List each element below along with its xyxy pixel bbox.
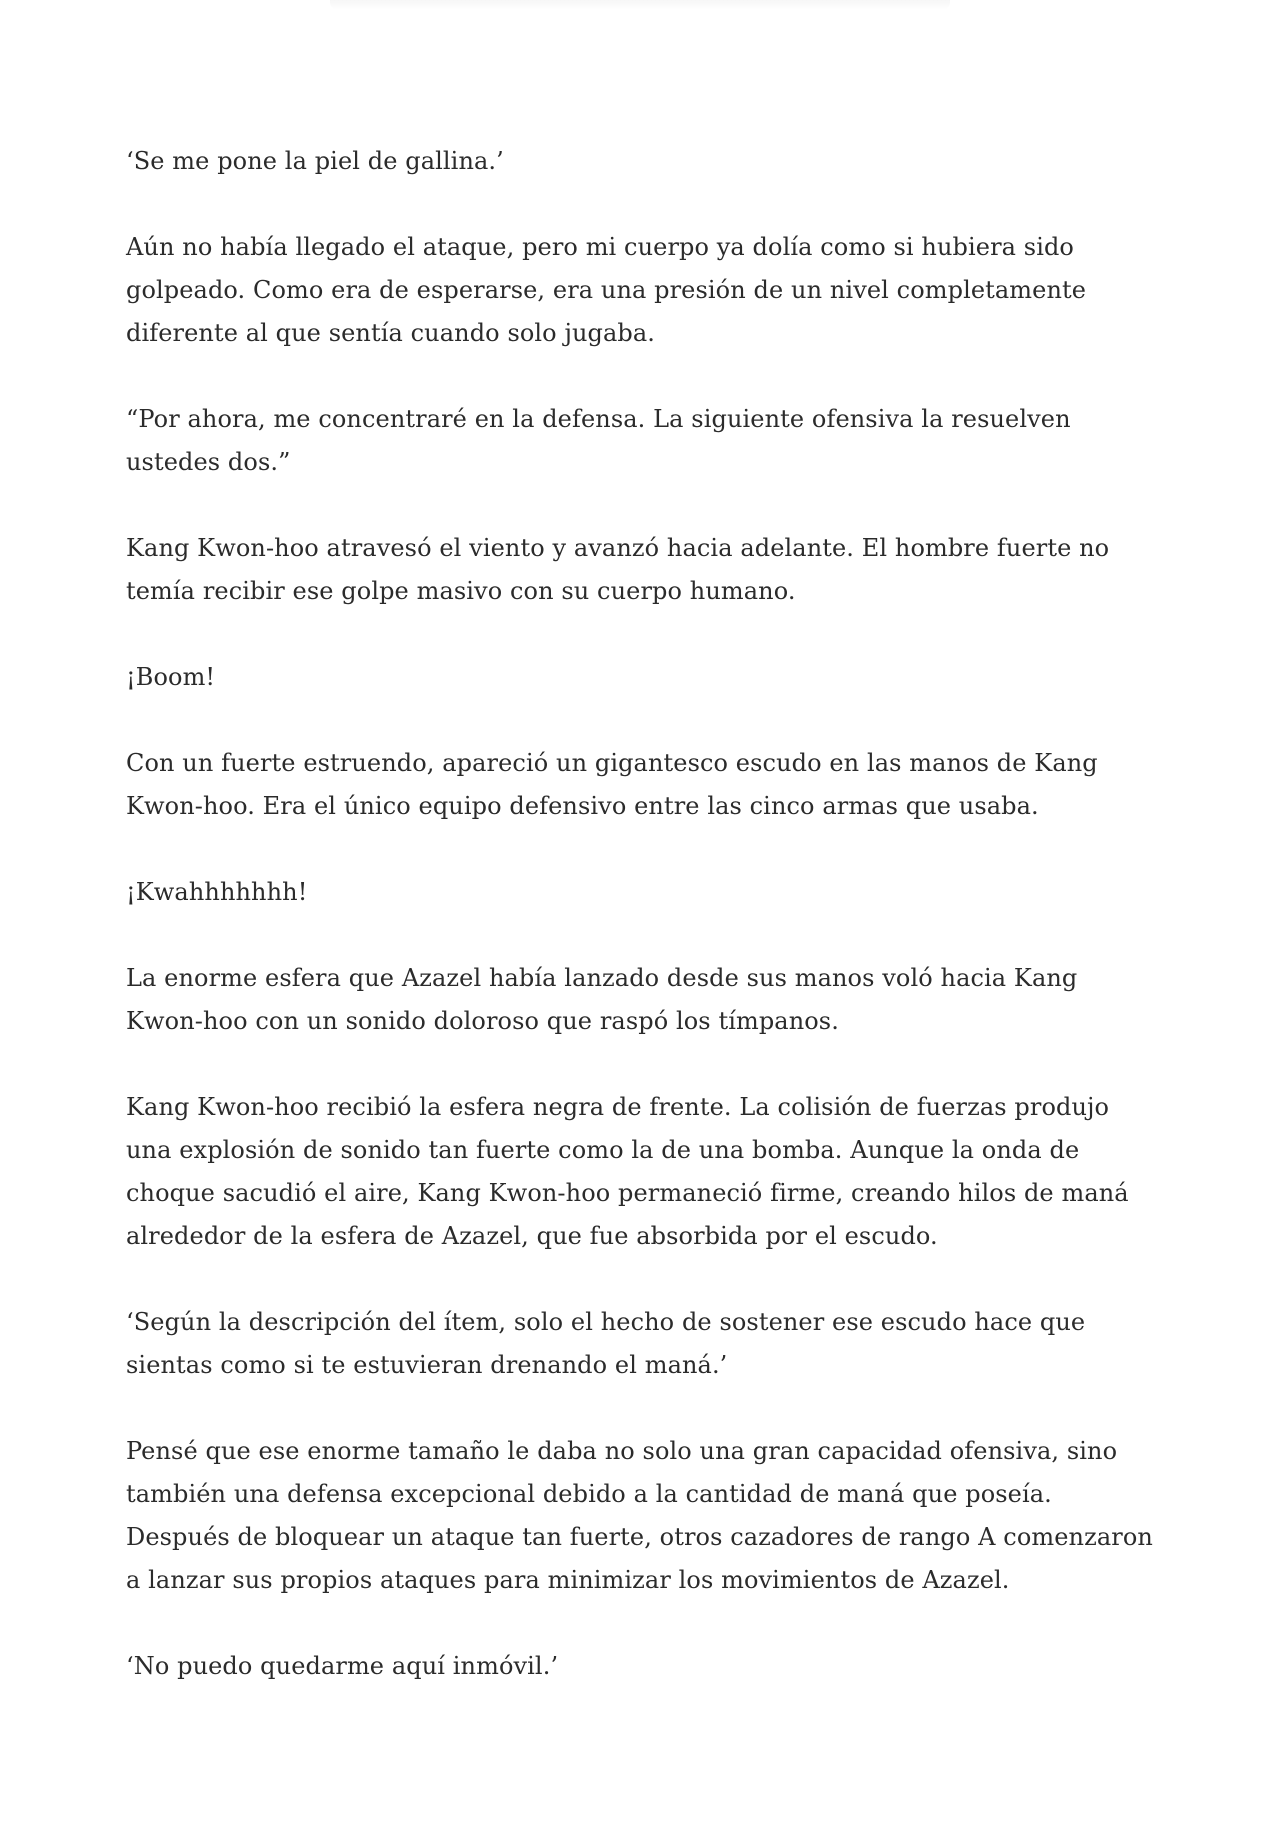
paragraph-3: “Por ahora, me concentraré en la defensa. La siguiente ofensiva la resuelven ustedes dos.” xyxy=(126,405,1071,476)
document-body xyxy=(126,140,1156,1731)
paragraph-4: Kang Kwon-hoo atravesó el viento y avanzó hacia adelante. El hombre fuerte no temía recibir ese golpe masivo con su cuerpo humano. xyxy=(126,534,1110,605)
paragraph-1: ‘Se me pone la piel de gallina.’ xyxy=(126,147,504,175)
paragraph-2: Aún no había llegado el ataque, pero mi cuerpo ya dolía como si hubiera sido golpeado. Como era de esperarse, era una presión de un nivel completamente diferente al que sentía cuando solo jugaba. xyxy=(126,233,1087,347)
paragraph-9: Kang Kwon-hoo recibió la esfera negra de frente. La colisión de fuerzas produjo una explosión de sonido tan fuerte como la de una bomba. Aunque la onda de choque sacudió el aire, Kang Kwon-hoo permaneció firme, creando hilos de maná alrededor de la esfera de Azazel, que fue absorbida por el escudo. xyxy=(126,1093,1129,1250)
paragraph-8: La enorme esfera que Azazel había lanzado desde sus manos voló hacia Kang Kwon-hoo con un sonido doloroso que raspó los tímpanos. xyxy=(126,964,1078,1035)
paragraph-10: ‘Según la descripción del ítem, solo el hecho de sostener ese escudo hace que sientas como si te estuvieran drenando el maná.’ xyxy=(126,1308,1086,1379)
paragraph-11: Pensé que ese enorme tamaño le daba no solo una gran capacidad ofensiva, sino también una defensa excepcional debido a la cantidad de maná que poseía. Después de bloquear un ataque tan fuerte, otros cazadores de rango A comenzaron a lanzar sus propios ataques para minimizar los movimientos de Azazel. xyxy=(126,1437,1153,1594)
paragraph-5: ¡Boom! xyxy=(126,663,216,691)
top-edge-shadow xyxy=(330,0,950,10)
paragraph-7: ¡Kwahhhhhhh! xyxy=(126,878,308,906)
paragraph-12: ‘No puedo quedarme aquí inmóvil.’ xyxy=(126,1652,559,1680)
paragraph-6: Con un fuerte estruendo, apareció un gigantesco escudo en las manos de Kang Kwon-hoo. Era el único equipo defensivo entre las cinco armas que usaba. xyxy=(126,749,1098,820)
